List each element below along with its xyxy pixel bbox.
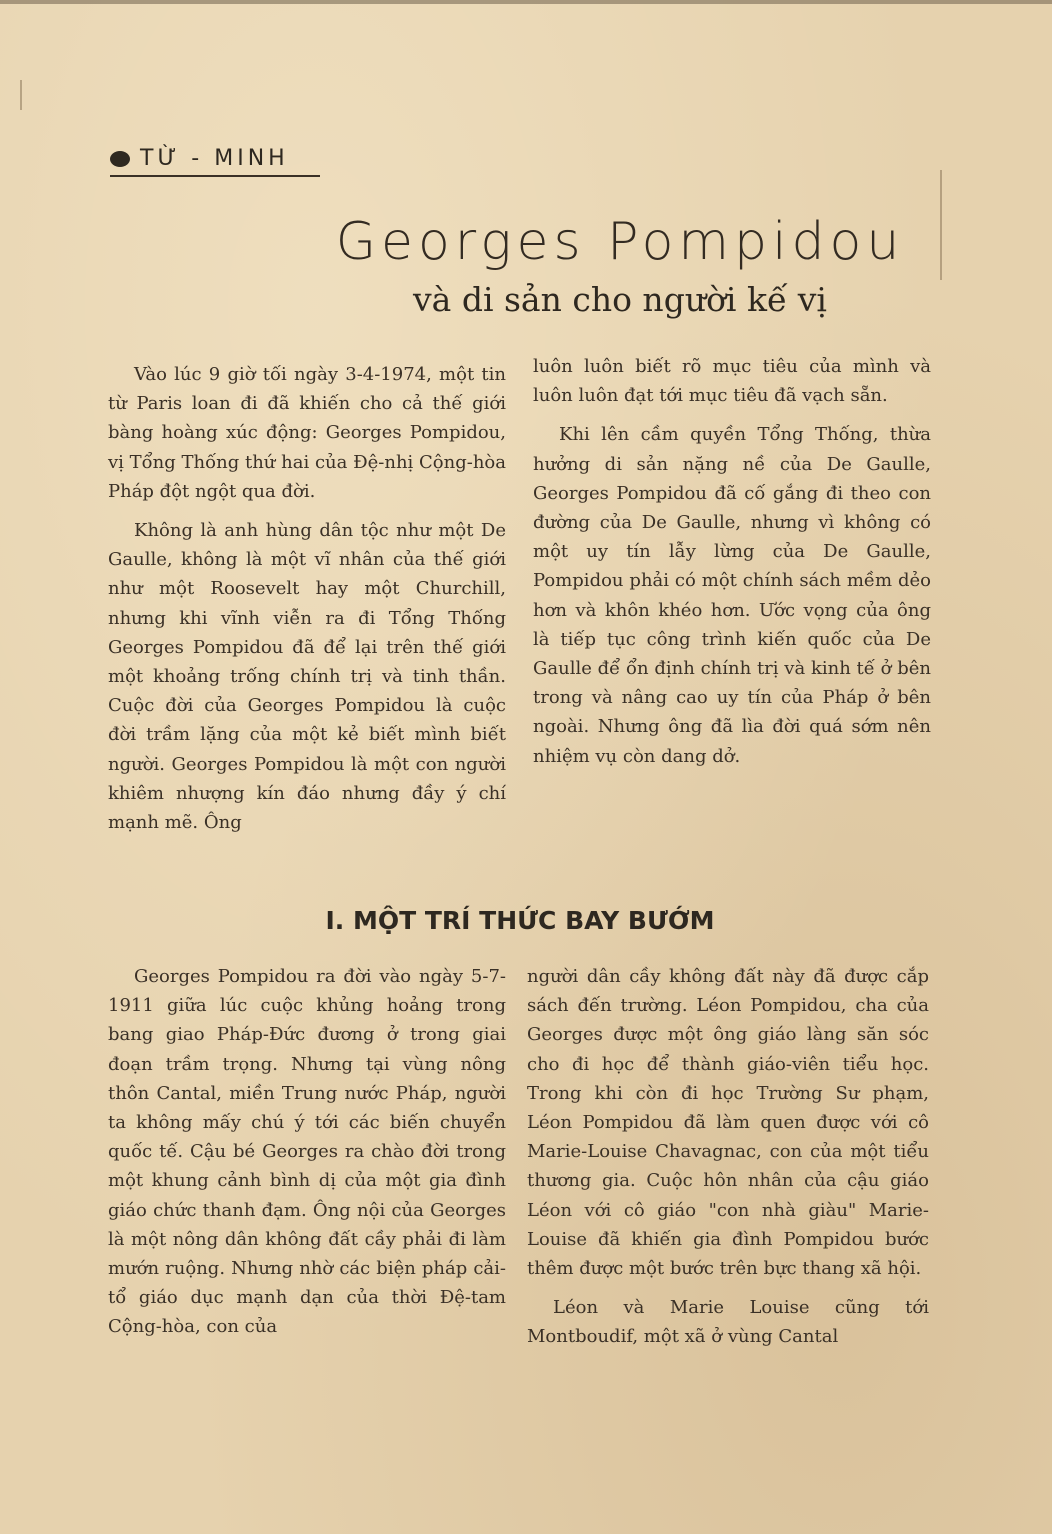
intro-column-right: [533, 352, 931, 771]
paragraph: người dân cầy không đất này đã được cắp sách đến trường. Léon Pompidou, cha của Georges được một ông giáo làng săn sóc cho đi học để thành giáo-viên tiểu học. Trong khi còn đi học Trường Sư phạm, Léon Pompidou đã làm quen được với cô Marie-Louise Chavagnac, con của một tiểu thương gia. Cuộc hôn nhân của cậu giáo Léon với cô giáo "con nhà giàu" Marie-Louise đã khiến gia đình Pompidou bước thêm được một bước trên bực thang xã hội.: [527, 966, 929, 1280]
bullet-icon: [110, 151, 130, 167]
author-byline: [110, 146, 320, 177]
section-column-right: [527, 962, 929, 1352]
paragraph: Vào lúc 9 giờ tối ngày 3-4-1974, một tin từ Paris loan đi đã khiến cho cả thế giới bàng hoàng xúc động: Georges Pompidou, vị Tổng Thống thứ hai của Đệ-nhị Cộng-hòa Pháp đột ngột qua đời.: [108, 364, 506, 502]
paragraph: Khi lên cầm quyền Tổng Thống, thừa hưởng di sản nặng nề của De Gaulle, Georges Pompidou đã cố gắng đi theo con đường của De Gaulle, nhưng vì không có một uy tín lẫy lừng của De Gaulle, Pompidou phải có một chính sách mềm dẻo hơn và khôn khéo hơn. Ước vọng của ông là tiếp tục công trình kiến quốc của De Gaulle để ổn định chính trị và kinh tế ở bên trong và nâng cao uy tín của Pháp ở bên ngoài. Nhưng ông đã lìa đời quá sớm nên nhiệm vụ còn dang dở.: [533, 424, 931, 767]
paper-mark: [20, 80, 22, 110]
section-heading: I. MỘT TRÍ THỨC BAY BƯỚM: [325, 906, 715, 935]
paragraph: Léon và Marie Louise cũng tới Montboudif, một xã ở vùng Cantal: [527, 1297, 929, 1348]
paper-mark: [940, 170, 942, 280]
intro-column-left: [108, 360, 506, 837]
paragraph: luôn luôn biết rõ mục tiêu của mình và luôn luôn đạt tới mục tiêu đã vạch sẵn.: [533, 356, 931, 407]
article-subtitle: và di sản cho người kế vị: [413, 280, 827, 319]
author-name: TỪ - MINH: [140, 146, 289, 171]
paragraph: Georges Pompidou ra đời vào ngày 5-7-1911 giữa lúc cuộc khủng hoảng trong bang giao Pháp-Đức đương ở trong giai đoạn trầm trọng. Nhưng tại vùng nông thôn Cantal, miền Trung nước Pháp, người ta không mấy chú ý tới các biến chuyển quốc tế. Cậu bé Georges ra chào đời trong một khung cảnh bình dị của một gia đình giáo chức thanh đạm. Ông nội của Georges là một nông dân không đất cầy phải đi làm mướn ruộng. Nhưng nhờ các biện pháp cải-tổ giáo dục mạnh dạn của thời Đệ-tam Cộng-hòa, con của: [108, 966, 506, 1338]
paragraph: Không là anh hùng dân tộc như một De Gaulle, không là một vĩ nhân của thế giới như một Roosevelt hay một Churchill, nhưng khi vĩnh viễn ra đi Tổng Thống Georges Pompidou đã để lại trên thế giới một khoảng trống chính trị và tinh thần. Cuộc đời của Georges Pompidou là cuộc đời trầm lặng của một kẻ biết mình biết người. Georges Pompidou là một con người khiêm nhượng kín đáo nhưng đầy ý chí mạnh mẽ. Ông: [108, 520, 506, 834]
page-top-edge: [0, 0, 1052, 4]
article-title: Georges Pompidou: [335, 212, 905, 272]
section-column-left: [108, 962, 506, 1342]
